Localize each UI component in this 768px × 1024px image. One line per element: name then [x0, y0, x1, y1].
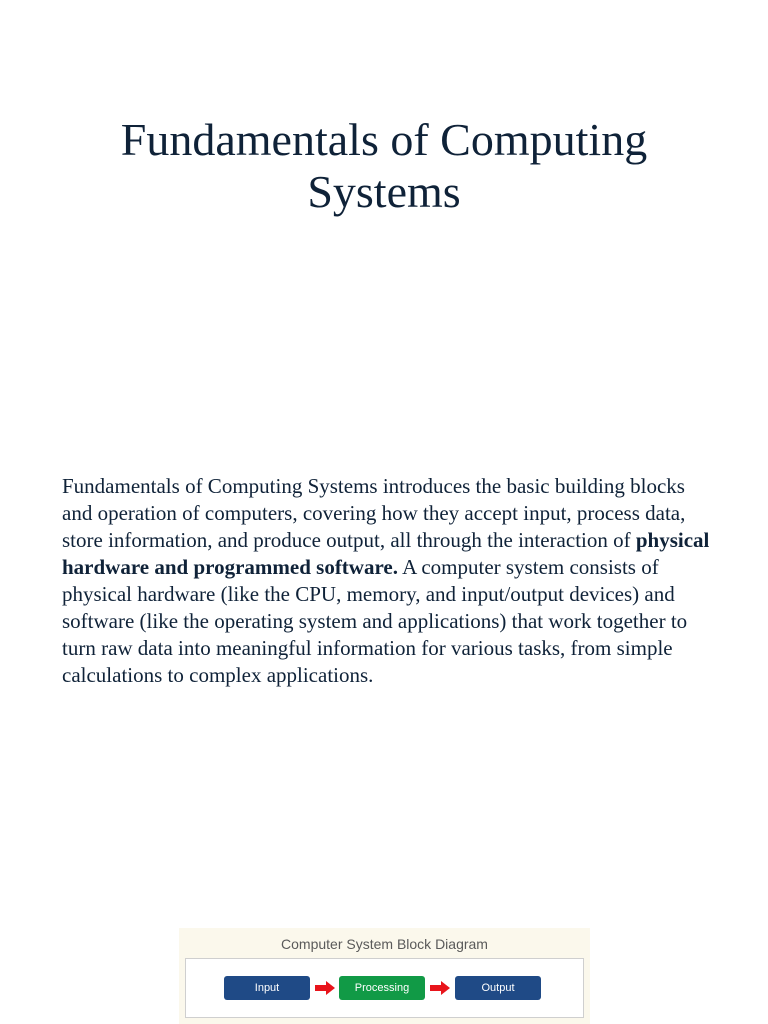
title-line-1: Fundamentals of Computing	[120, 114, 648, 165]
body-text-part-2: A computer system consists of physical hardware (like the CPU, memory, and input/output devices) and software (like the operating system and applications) that work together to turn raw data into meaningful information for various tasks, from simple calculations to complex applications.	[62, 555, 688, 687]
right-arrow-icon	[430, 981, 450, 995]
right-arrow-icon	[315, 981, 335, 995]
diagram-frame	[185, 958, 584, 1018]
body-text-bold: physical hardware and programmed software.	[62, 528, 710, 579]
title-line-2: Systems	[307, 166, 461, 217]
input-block: Input	[224, 976, 310, 1000]
page-title	[60, 114, 708, 218]
block-diagram-image	[179, 928, 590, 1024]
processing-block: Processing	[339, 976, 425, 1000]
body-paragraph	[62, 473, 712, 689]
body-text-part-1: Fundamentals of Computing Systems introduces the basic building blocks and operation of computers, covering how they accept input, process data, store information, and produce output, all through the interaction of	[62, 474, 686, 552]
output-block: Output	[455, 976, 541, 1000]
diagram-title: Computer System Block Diagram	[281, 936, 488, 952]
